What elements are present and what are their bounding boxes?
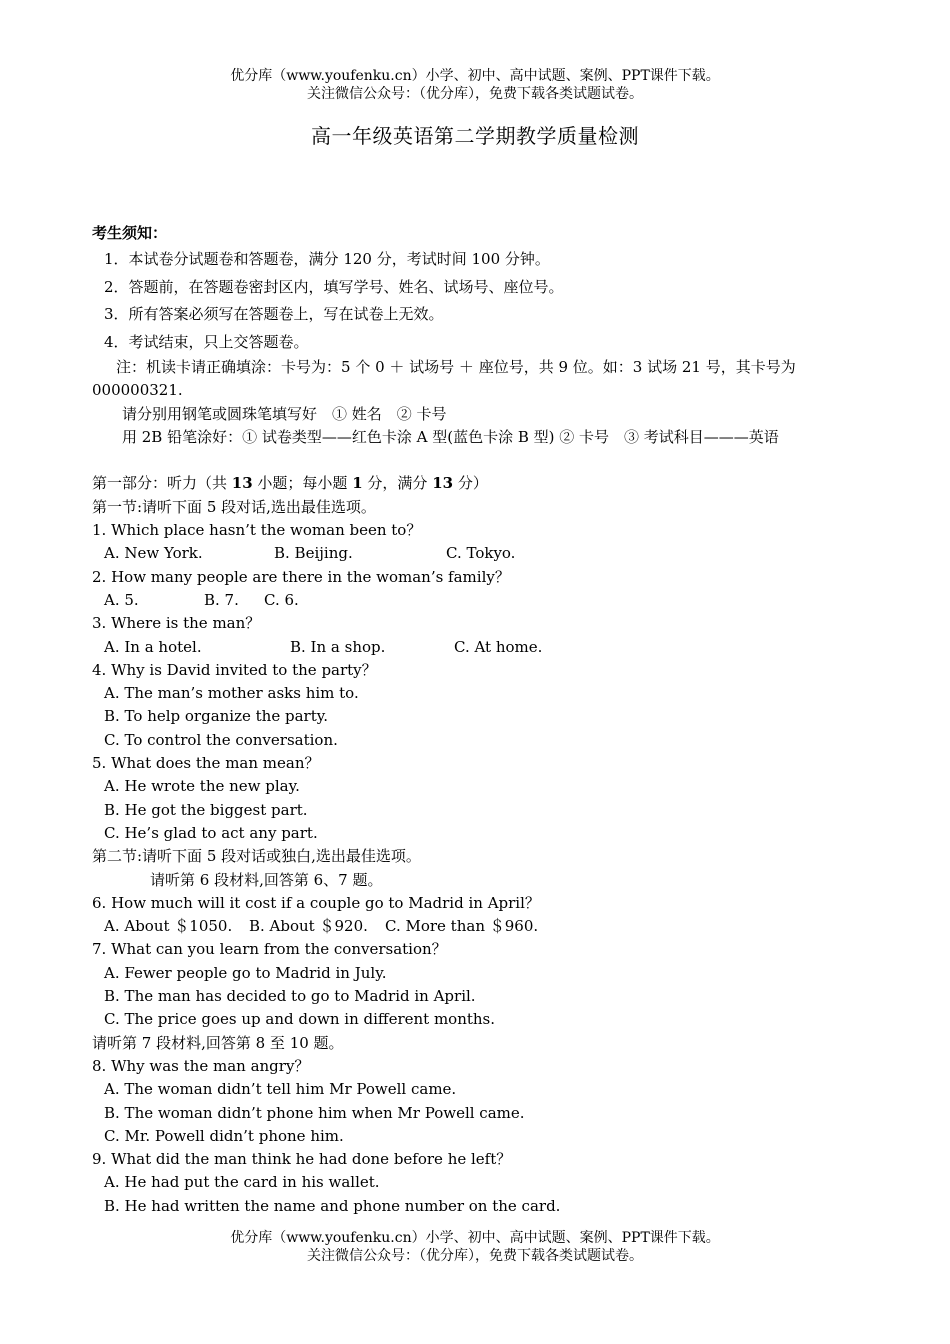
exam-content xyxy=(92,220,872,1218)
question-7: 7. What can you learn from the conversation？ xyxy=(92,940,447,959)
question-6-options xyxy=(92,915,872,938)
notice-heading: 考生须知： xyxy=(92,224,168,242)
question-8-option-a: A. The woman didn’t tell him Mr Powell came. xyxy=(104,1080,457,1099)
question-3: 3. Where is the man？ xyxy=(92,614,261,633)
notice-note-3: 用 2B 铅笔涂好：① 试卷类型——红色卡涂 A 型(蓝色卡涂 B 型) ② 卡号 ③ 考试科目———英语 xyxy=(122,427,779,446)
notice-note-1b: 000000321. xyxy=(92,381,183,400)
material-6-instruction: 请听第 6 段材料,回答第 6、7 题。 xyxy=(150,870,383,889)
section1-heading: 第一节:请听下面 5 段对话,选出最佳选项。 xyxy=(92,497,376,516)
option-a: A. In a hotel. xyxy=(104,637,202,656)
option-b: B. In a shop. xyxy=(290,637,386,656)
notice-item-2: 2．答题前，在答题卷密封区内，填写学号、姓名、试场号、座位号。 xyxy=(104,277,564,296)
notice-item-4: 4．考试结束，只上交答题卷。 xyxy=(104,332,309,351)
option-c: C. More than ＄960. xyxy=(385,917,539,936)
header-line-1: 优分库（www.youfenku.cn）小学、初中、高中试题、案例、PPT课件下载。 xyxy=(230,68,720,84)
header-line-2: 关注微信公众号：（优分库），免费下载各类试题试卷。 xyxy=(307,86,643,102)
notice-item-1: 1．本试卷分试题卷和答题卷，满分 120 分，考试时间 100 分钟。 xyxy=(104,250,550,268)
question-8: 8. Why was the man angry？ xyxy=(92,1056,310,1075)
question-9-option-b: B. He had written the name and phone number on the card. xyxy=(104,1196,561,1215)
question-5-option-a: A. He wrote the new play. xyxy=(104,777,300,796)
footer-line-2: 关注微信公众号：（优分库），免费下载各类试题试卷。 xyxy=(307,1248,643,1264)
question-4: 4. Why is David invited to the party？ xyxy=(92,660,377,679)
question-9: 9. What did the man think he had done before he left？ xyxy=(92,1150,512,1169)
option-a: A. 5. xyxy=(104,590,139,609)
question-4-option-a: A. The man’s mother asks him to. xyxy=(104,684,359,703)
footer-line-1: 优分库（www.youfenku.cn）小学、初中、高中试题、案例、PPT课件下载。 xyxy=(230,1230,720,1246)
question-3-options xyxy=(92,636,872,659)
notice-note-1: 注：机读卡请正确填涂：卡号为：5 个 0 ＋ 试场号 ＋ 座位号，共 9 位。如：3 试场 21 号，其卡号为 xyxy=(116,358,796,376)
page-header xyxy=(0,67,950,103)
option-c: C. 6. xyxy=(264,590,299,609)
question-7-option-b: B. The man has decided to go to Madrid in April. xyxy=(104,987,476,1006)
page-footer xyxy=(0,1229,950,1265)
question-9-option-a: A. He had put the card in his wallet. xyxy=(104,1173,380,1192)
question-5-option-b: B. He got the biggest part. xyxy=(104,800,308,819)
question-1-options xyxy=(92,542,872,565)
option-b: B. About ＄920. xyxy=(249,917,368,936)
question-5-option-c: C. He’s glad to act any part. xyxy=(104,823,318,842)
option-a: A. New York. xyxy=(104,544,203,563)
option-a: A. About ＄1050. xyxy=(104,917,233,936)
question-4-option-b: B. To help organize the party. xyxy=(104,707,328,726)
option-c: C. Tokyo. xyxy=(446,544,516,563)
notice-item-3: 3．所有答案必须写在答题卷上，写在试卷上无效。 xyxy=(104,305,444,323)
question-2: 2. How many people are there in the woman’s family？ xyxy=(92,567,510,586)
part1-heading: 第一部分：听力（共 13 小题；每小题 1 分，满分 13 分） xyxy=(92,474,488,493)
question-6: 6. How much will it cost if a couple go to Madrid in April？ xyxy=(92,893,540,912)
option-b: B. Beijing. xyxy=(274,544,353,563)
exam-title: 高一年级英语第二学期教学质量检测 xyxy=(311,124,639,148)
question-8-option-c: C. Mr. Powell didn’t phone him. xyxy=(104,1126,344,1145)
section2-heading: 第二节:请听下面 5 段对话或独白,选出最佳选项。 xyxy=(92,847,421,866)
question-7-option-a: A. Fewer people go to Madrid in July. xyxy=(104,963,387,982)
option-b: B. 7. xyxy=(204,590,239,609)
material-7-instruction: 请听第 7 段材料,回答第 8 至 10 题。 xyxy=(92,1033,344,1052)
question-1: 1. Which place hasn’t the woman been to？ xyxy=(92,521,422,540)
question-8-option-b: B. The woman didn’t phone him when Mr Powell came. xyxy=(104,1103,525,1122)
option-c: C. At home. xyxy=(454,637,543,656)
notice-note-2: 请分别用钢笔或圆珠笔填写好 ① 姓名 ② 卡号 xyxy=(122,404,447,423)
question-4-option-c: C. To control the conversation. xyxy=(104,730,338,749)
question-5: 5. What does the man mean？ xyxy=(92,754,320,773)
question-2-options xyxy=(92,589,872,612)
question-7-option-c: C. The price goes up and down in different months. xyxy=(104,1010,496,1029)
